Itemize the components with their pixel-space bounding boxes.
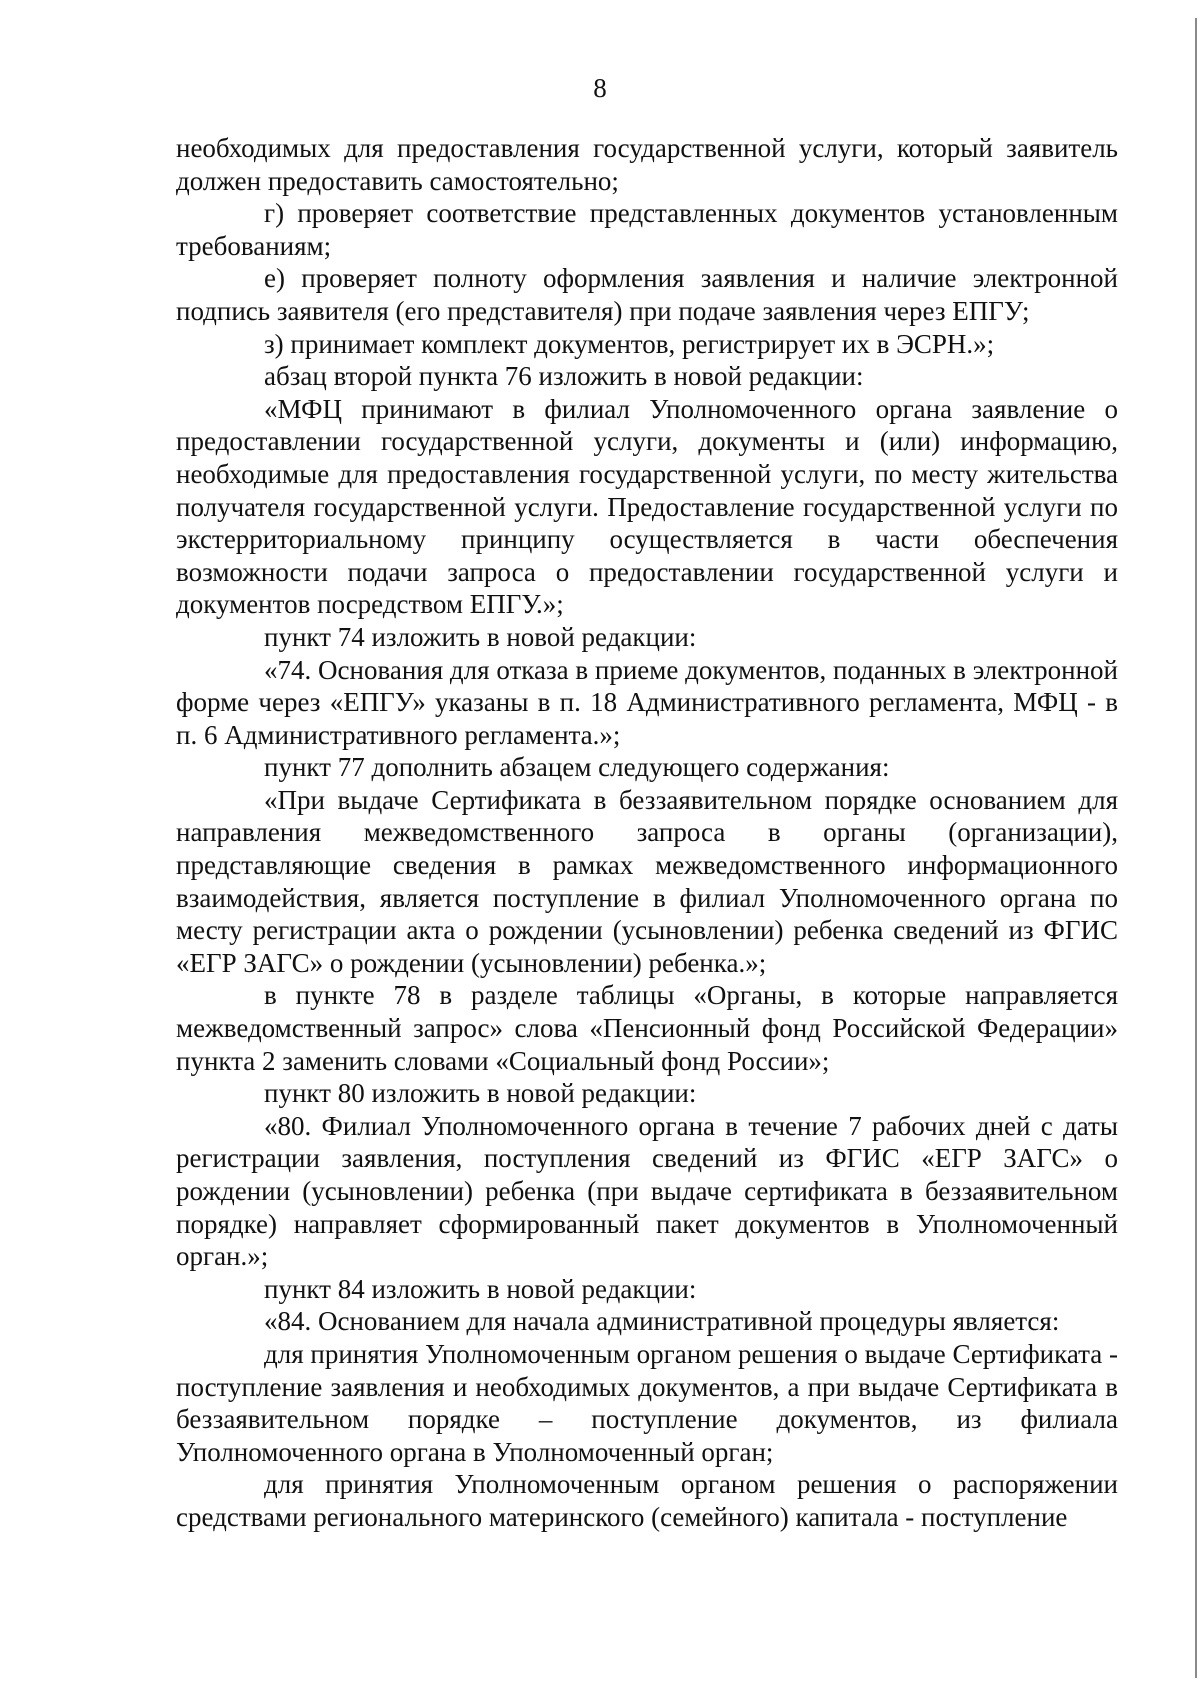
paragraph-12: пункт 80 изложить в новой редакции: — [264, 1078, 697, 1109]
scan-edge-line — [1195, 18, 1197, 1678]
paragraph-8: «74. Основания для отказа в приеме документов, поданных в электронной форме через «ЕПГУ» указаны в п. 18 Административного регламента, МФЦ - в п. 6 Административного регламента.»; — [176, 654, 1118, 750]
paragraph-7: пункт 74 изложить в новой редакции: — [264, 621, 697, 652]
paragraph-14: пункт 84 изложить в новой редакции: — [264, 1273, 697, 1304]
paragraph-4: з) принимает комплект документов, регистрирует их в ЭСРН.»; — [264, 328, 995, 359]
paragraph-17: для принятия Уполномоченным органом решения о распоряжении средствами регионального материнского (семейного) капитала - поступление — [176, 1469, 1118, 1532]
paragraph-15: «84. Основанием для начала административной процедуры является: — [264, 1306, 1060, 1337]
paragraph-16: для принятия Уполномоченным органом решения о выдаче Сертификата - поступление заявления и необходимых документов, а при выдаче Сертификата в беззаявительном порядке – поступление документов, из филиала Уполномоченного органа в Уполномоченный орган; — [176, 1338, 1118, 1467]
paragraph-10: «При выдаче Сертификата в беззаявительном порядке основанием для направления межведомственного запроса в органы (организации), представляющие сведения в рамках межведомственного информационного взаимодействия, является поступление в филиал Уполномоченного органа по месту регистрации акта о рождении (усыновлении) ребенка сведений из ФГИС «ЕГР ЗАГС» о рождении (усыновлении) ребенка.»; — [176, 784, 1118, 978]
paragraph-9: пункт 77 дополнить абзацем следующего содержания: — [264, 752, 890, 783]
paragraph-13: «80. Филиал Уполномоченного органа в течение 7 рабочих дней с даты регистрации заявления, поступления сведений из ФГИС «ЕГР ЗАГС» о рождении (усыновлении) ребенка (при выдаче сертификата в беззаявительном порядке) направляет сформированный пакет документов в Уполномоченный орган.»; — [176, 1110, 1118, 1272]
paragraph-2: г) проверяет соответствие представленных документов установленным требованиям; — [176, 198, 1118, 261]
paragraph-6: «МФЦ принимают в филиал Уполномоченного органа заявление о предоставлении государственной услуги, документы и (или) информацию, необходимые для предоставления государственной услуги, по месту жительства получателя государственной услуги. Предоставление государственной услуги по экстерриториальному принципу осуществляется в части обеспечения возможности подачи запроса о предоставлении государственной услуги и документов посредством ЕПГУ.»; — [176, 393, 1118, 620]
page-number: 8 — [593, 73, 607, 103]
paragraph-1: необходимых для предоставления государственной услуги, который заявитель должен предоставить самостоятельно; — [176, 133, 1118, 196]
paragraph-5: абзац второй пункта 76 изложить в новой редакции: — [264, 361, 864, 392]
paragraph-3: е) проверяет полноту оформления заявления и наличие электронной подпись заявителя (его представителя) при подаче заявления через ЕПГУ; — [176, 263, 1118, 326]
paragraph-11: в пункте 78 в разделе таблицы «Органы, в которые направляется межведомственный запрос» слова «Пенсионный фонд Российской Федерации» пункта 2 заменить словами «Социальный фонд России»; — [176, 980, 1118, 1076]
document-body — [176, 132, 1118, 1534]
